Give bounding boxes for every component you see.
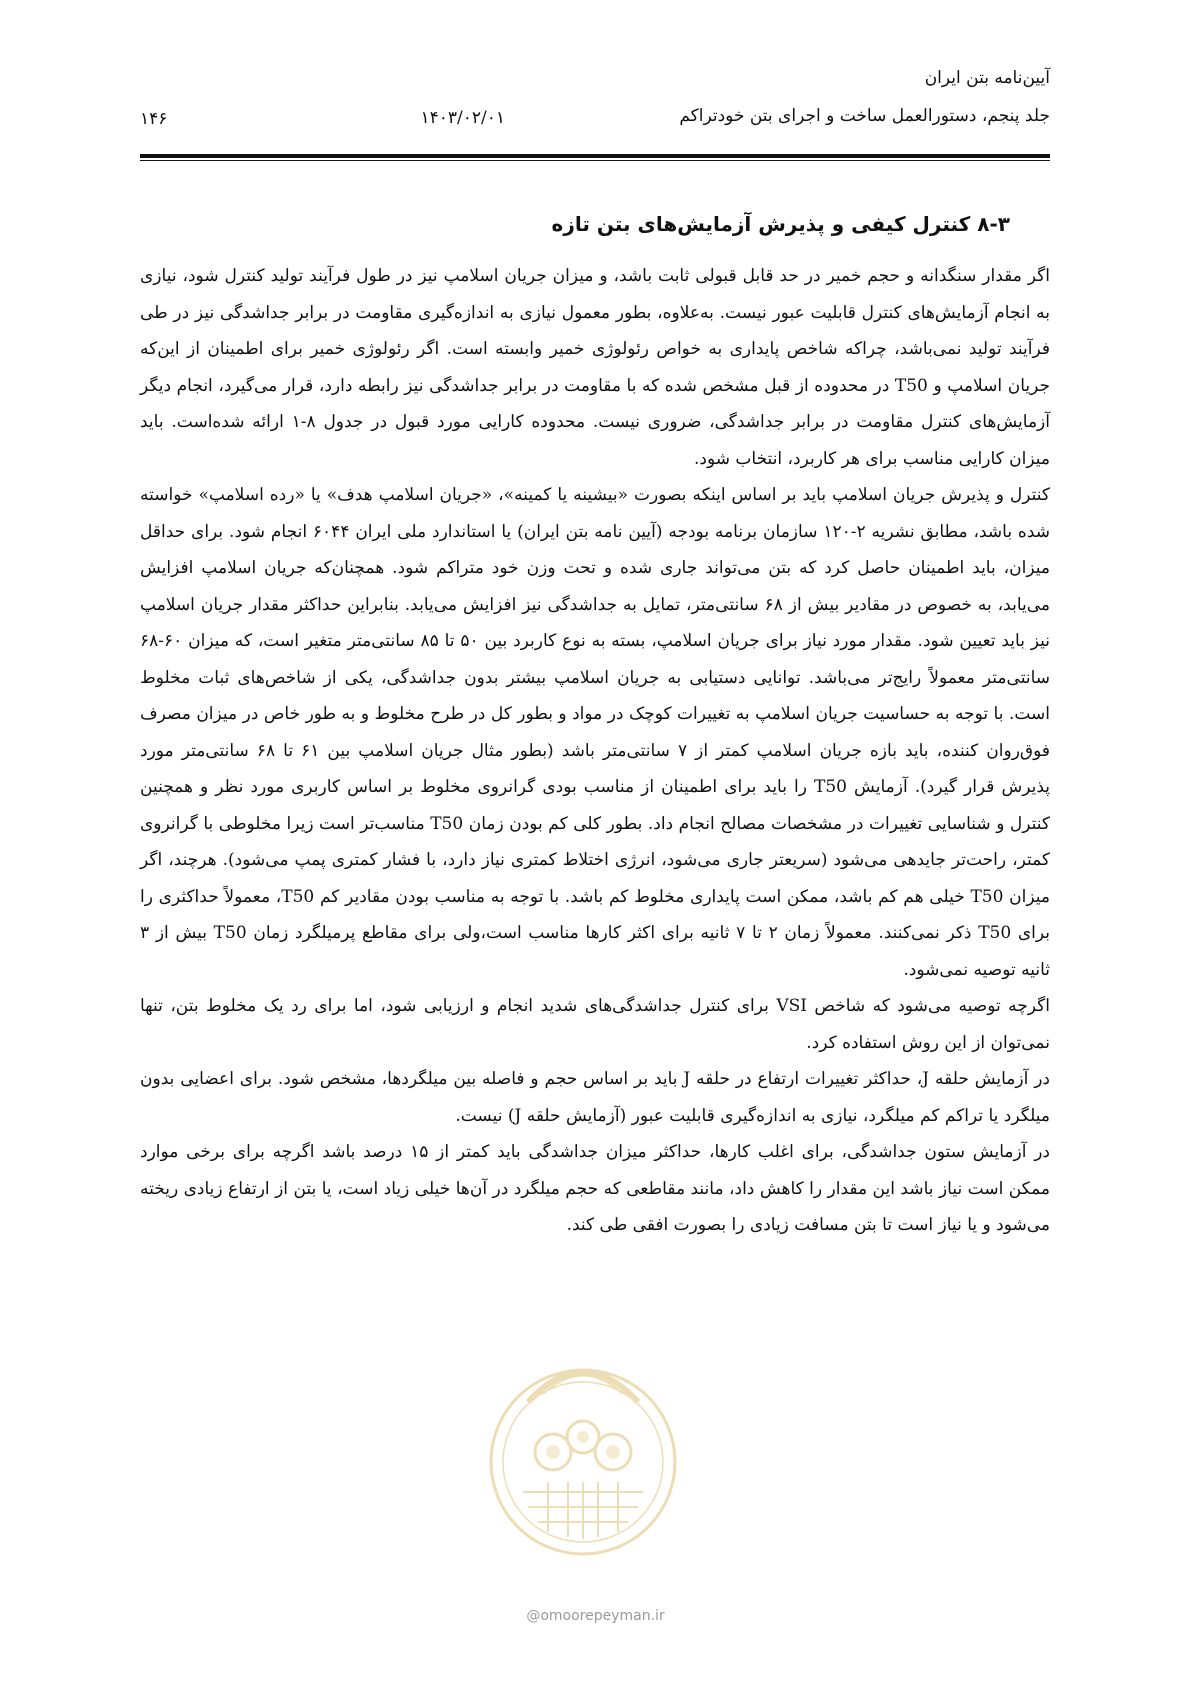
header-rule [140, 154, 1050, 158]
paragraph: در آزمایش ستون جداشدگی، برای اغلب کارها، حداکثر میزان جداشدگی باید کمتر از ۱۵ درصد باشد اگرچه برای برخی موارد ممکن است نیاز باشد این مقدار را کاهش داد، مانند مقاطعی که حجم میلگرد در آن‌ها خیلی زیاد است، یا بتن از ارتفاع زیادی ریخته می‌شود و یا نیاز است تا بتن مسافت زیادی را بصورت افقی طی کند. [140, 1142, 1051, 1235]
page-body [140, 212, 1050, 1244]
book-title: آیین‌نامه بتن ایران [924, 68, 1050, 88]
paragraph: در آزمایش حلقه J، حداکثر تغییرات ارتفاع در حلقه J باید بر اساس حجم و فاصله بین میلگردها، مشخص شود. برای اعضایی بدون میلگرد یا تراکم کم میلگرد، نیازی به اندازه‌گیری قابلیت عبور (آزمایش حلقه J) نیست. [140, 1069, 1051, 1126]
page-header [140, 68, 1050, 158]
paragraph: اگر مقدار سنگدانه و حجم خمیر در حد قابل قبولی ثابت باشد، و میزان جریان اسلامپ نیز در طول فرآیند تولید کنترل شود، نیازی به انجام آزمایش‌های کنترل قابلیت عبور نیست. به‌علاوه، بطور معمول نیازی به اندازه‌گیری مقاومت در برابر جداشدگی نیز در طی فرآیند تولید نمی‌باشد، چراکه شاخص پایداری به خواص رئولوژی خمیر وابسته است. اگر رئولوژی خمیر برای اطمینان از این‌که جریان اسلامپ و T50 در محدوده از قبل مشخص شده که با مقاومت در برابر جداشدگی نیز رابطه دارد، قرار می‌گیرد، انجام دیگر آزمایش‌های کنترل مقاومت در برابر جداشدگی، ضروری نیست. محدوده کارایی مورد قبول در جدول ۸-۱ ارائه شده‌است. باید میزان کارایی مناسب برای هر کاربرد، انتخاب شود. [140, 266, 1050, 469]
header-rule-thin [140, 160, 1050, 161]
volume-title: جلد پنجم، دستورالعمل ساخت و اجرای بتن خودتراکم [679, 106, 1050, 126]
section-heading: ۸-۳ کنترل کیفی و پذیرش آزمایش‌های بتن تازه [551, 212, 1010, 236]
footer-website: @omoorepeyman.ir [526, 1608, 665, 1624]
paragraph: اگرچه توصیه می‌شود که شاخص VSI برای کنترل جداشدگی‌های شدید انجام و ارزیابی شود، اما برای رد یک مخلوط بتن، تنها نمی‌توان از این روش استفاده کرد. [140, 996, 1050, 1053]
page-number: ۱۴۶ [140, 109, 168, 129]
paragraph: کنترل و پذیرش جریان اسلامپ باید بر اساس اینکه بصورت «بیشینه یا کمینه»، «جریان اسلامپ هدف» یا «رده اسلامپ» خواسته شده باشد، مطابق نشریه ۲-۱۲۰ سازمان برنامه بودجه (آیین نامه بتن ایران) یا استاندارد ملی ایران ۶۰۴۴ انجام شود. برای حداقل میزان، باید اطمینان حاصل کرد که بتن می‌تواند جاری شده و تحت وزن خود متراکم شود. همچنان‌که جریان اسلامپ افزایش می‌یابد، به خصوص در مقادیر بیش از ۶۸ سانتی‌متر، تمایل به جداشدگی نیز افزایش می‌یابد. بنابراین حداکثر مقدار جریان اسلامپ نیز باید تعیین شود. مقدار مورد نیاز برای جریان اسلامپ، بسته به نوع کاربرد بین ۵۰ تا ۸۵ سانتی‌متر متغیر است، که میزان ۶۰-۶۸ سانتی‌متر معمولاً رایج‌تر می‌باشد. توانایی دستیابی به جریان اسلامپ بیشتر بدون جداشدگی، یکی از شاخص‌های ثبات مخلوط است. با توجه به حساسیت جریان اسلامپ به تغییرات کوچک در مواد و بطور کل در طرح مخلوط و به طور خاص در میزان مصرف فوق‌روان کننده، باید بازه جریان اسلامپ کمتر از ۷ سانتی‌متر باشد (بطور مثال جریان اسلامپ بین ۶۱ تا ۶۸ سانتی‌متر مورد پذیرش قرار گیرد). آزمایش T50 را باید برای اطمینان از مناسب بودی گرانروی مخلوط بر اساس کاربری مورد نظر و همچنین کنترل و شناسایی تغییرات در مشخصات مصالح انجام داد. بطور کلی کم بودن زمان T50 مناسب‌تر است زیرا مخلوطی با گرانروی کمتر، راحت‌تر جایدهی می‌شود (سریعتر جاری می‌شود، انرژی اختلاط کمتری نیاز دارد، با فشار کمتری پمپ می‌شود). هرچند، اگر میزان T50 خیلی هم کم باشد، ممکن است پایداری مخلوط کم باشد. با توجه به مناسب بودن مقادیر کم T50، معمولاً حداکثری را برای T50 ذکر نمی‌کنند. معمولاً زمان ۲ تا ۷ ثانیه برای اکثر کارها مناسب است،ولی برای مقاطع پرمیلگرد زمان T50 بیش از ۳ ثانیه توصیه نمی‌شود. [140, 485, 1051, 980]
header-date: ۱۴۰۳/۰۲/۰۱ [420, 108, 505, 128]
seal-watermark-icon [468, 1332, 698, 1562]
